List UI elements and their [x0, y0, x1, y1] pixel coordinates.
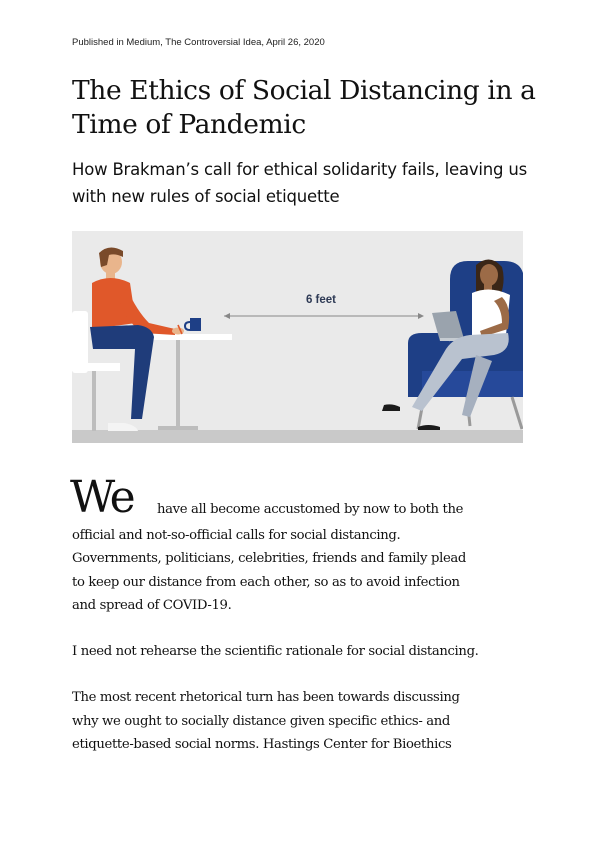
- woman-in-armchair: [382, 259, 523, 430]
- paragraph-3-line: The most recent rhetorical turn has been towards discussing: [72, 690, 460, 706]
- opening-line-text: have all become accustomed by now to both the: [157, 502, 464, 517]
- social-distancing-illustration: [72, 231, 523, 443]
- publication-line: Published in Medium, The Controversial Idea, April 26, 2020: [72, 37, 325, 48]
- paragraph-1-line: and spread of COVID-19.: [72, 597, 232, 613]
- man-at-table: [72, 247, 232, 431]
- distance-arrow: [224, 294, 424, 319]
- drop-cap: We: [70, 472, 134, 523]
- paragraph-3-line: why we ought to socially distance given specific ethics- and: [72, 713, 451, 729]
- paragraph-2: I need not rehearse the scientific rationale for social distancing.: [72, 644, 479, 660]
- article-body: [70, 472, 532, 756]
- paragraph-1-line: Governments, politicians, celebrities, friends and family plead: [72, 551, 467, 567]
- distance-label: 6 feet: [305, 294, 337, 306]
- floor: [72, 430, 523, 443]
- article-title: The Ethics of Social Distancing in a Time of Pandemic: [72, 75, 536, 140]
- paragraph-1-line: to keep our distance from each other, so as to avoid infection: [72, 574, 460, 590]
- paragraph-1-line: official and not-so-official calls for social distancing.: [72, 528, 401, 543]
- paragraph-3-line: etiquette-based social norms. Hastings Center for Bioethics: [72, 737, 452, 753]
- opening-line: [70, 472, 532, 524]
- article-subtitle: How Brakman’s call for ethical solidarity fails, leaving us with new rules of social etiquette: [72, 160, 528, 206]
